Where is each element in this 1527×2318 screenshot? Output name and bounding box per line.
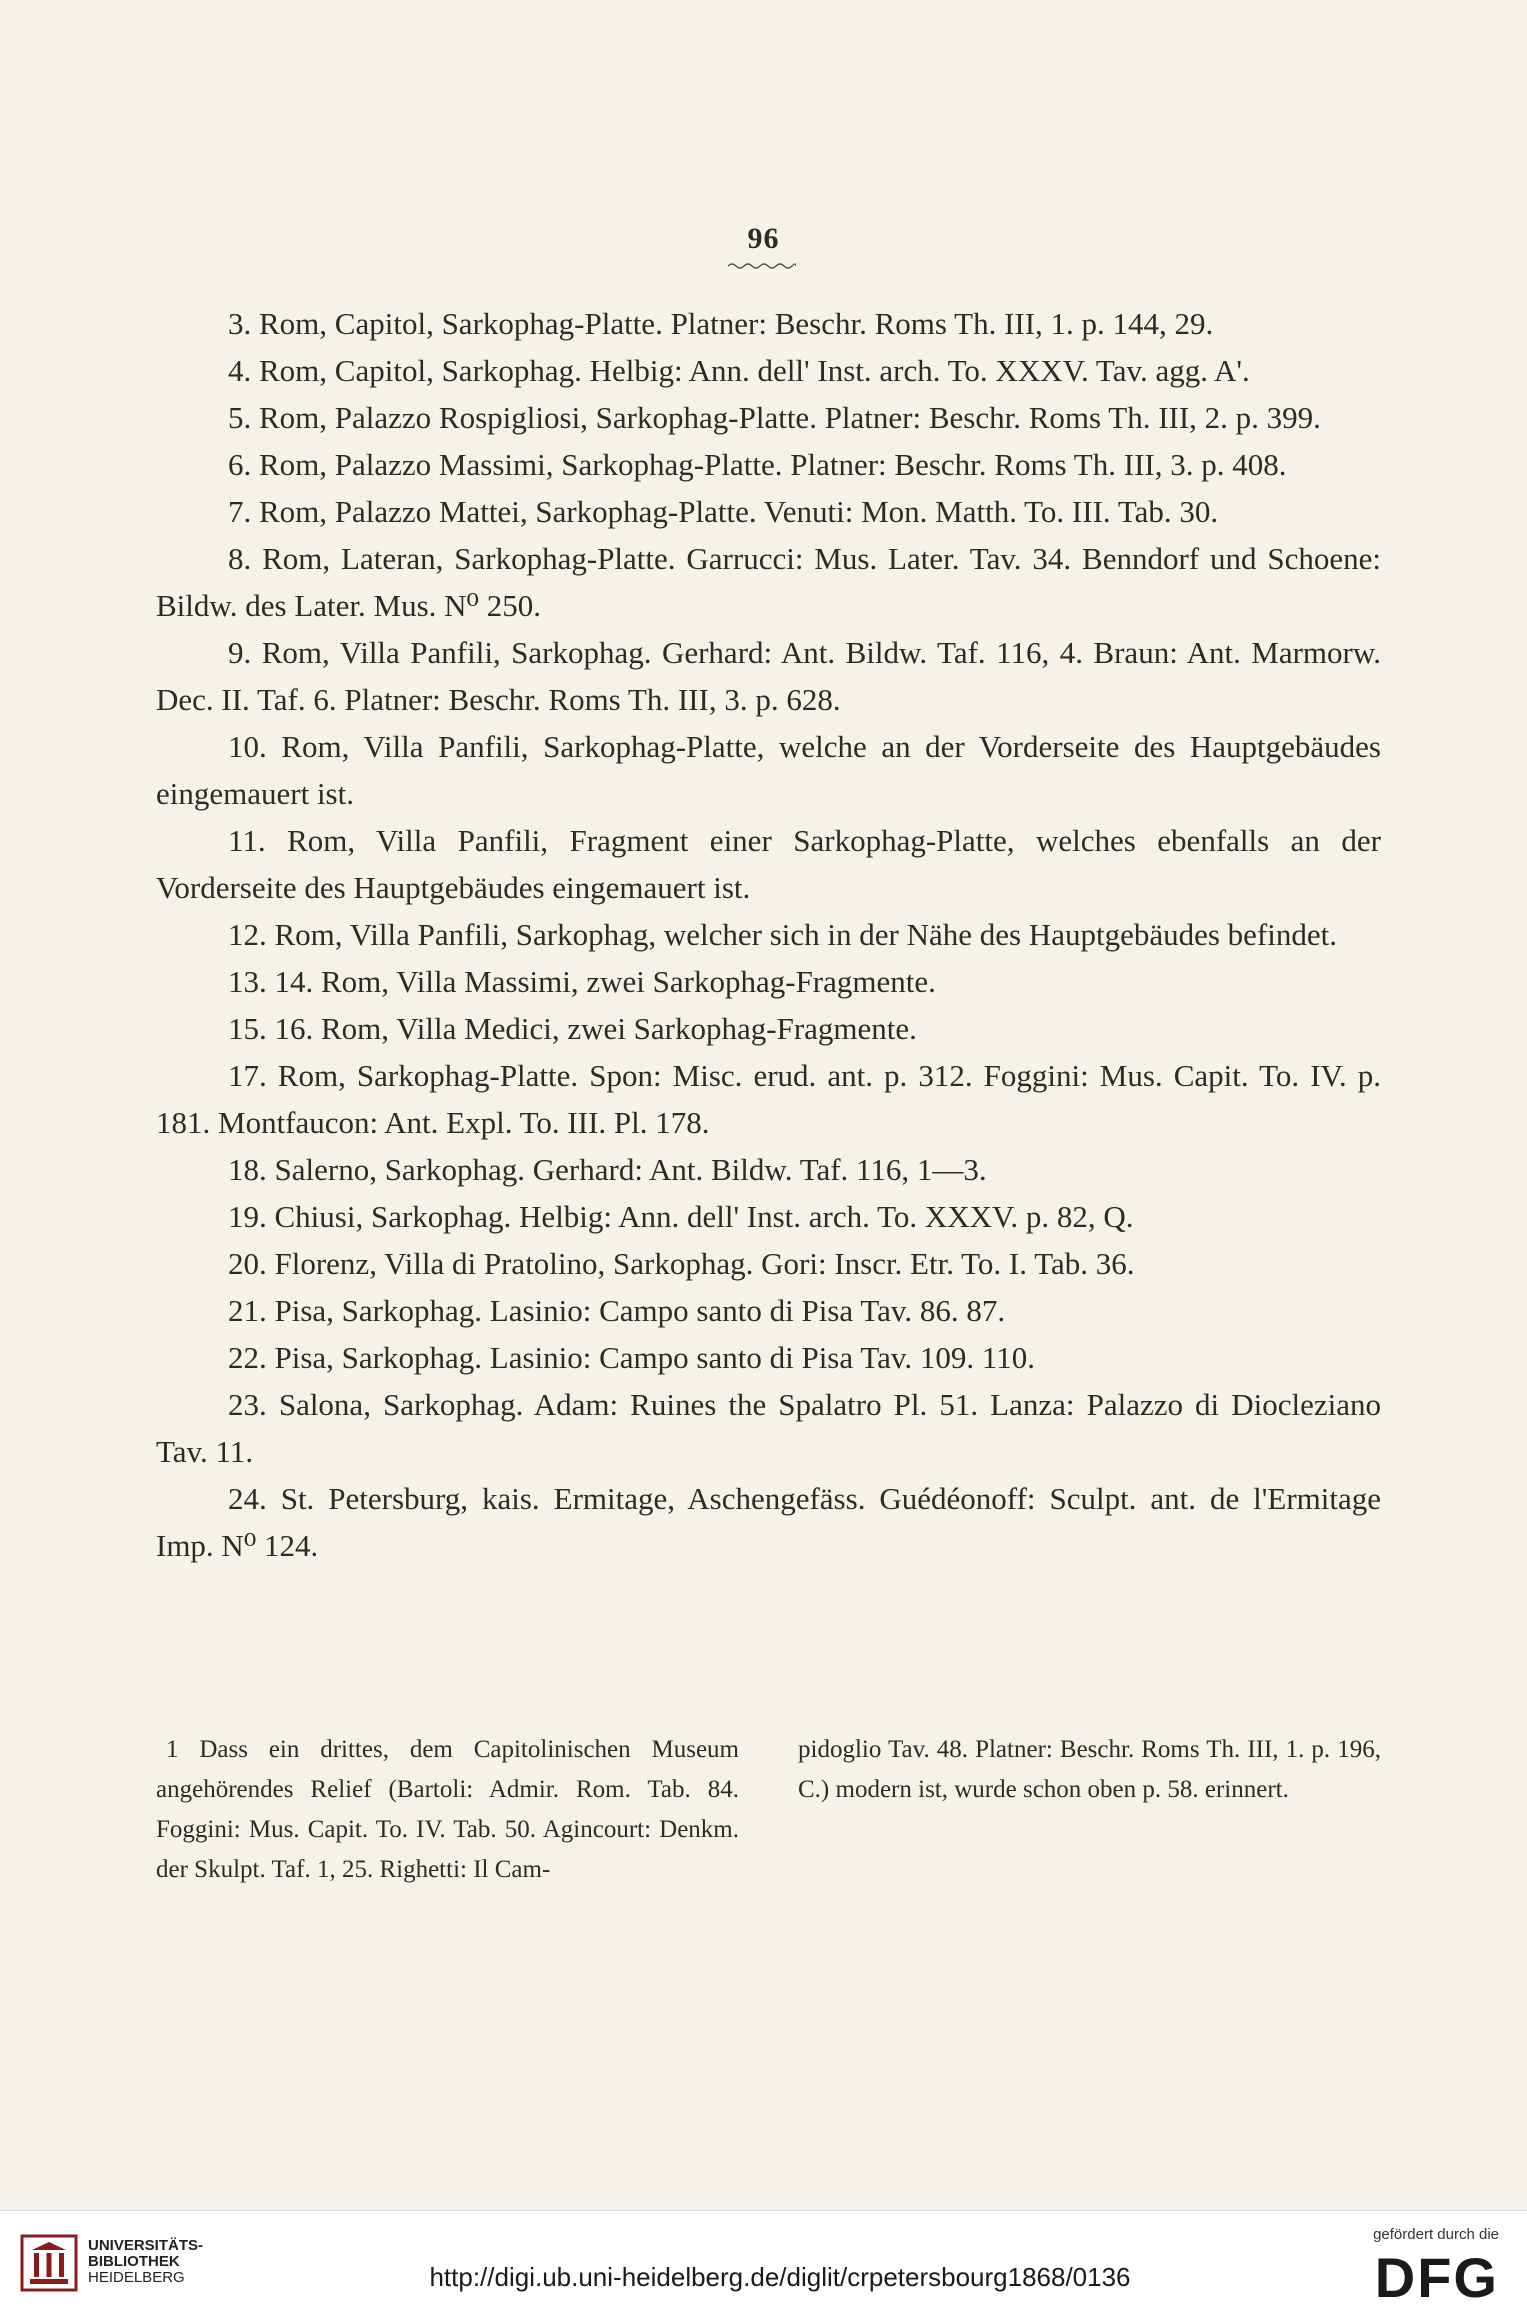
catalogue-entry: 19. Chiusi, Sarkophag. Helbig: Ann. dell' Inst. arch. To. XXXV. p. 82, Q. [228,1199,1134,1234]
library-name-line2: BIBLIOTHEK [88,2253,180,2270]
footnote-text-right: pidoglio Tav. 48. Platner: Beschr. Roms Th. III, 1. p. 196, C.) modern ist, wurde schon oben p. 58. erinnert. [798,1736,1381,1803]
library-name-line3: HEIDELBERG [88,2269,185,2286]
catalogue-entry: 22. Pisa, Sarkophag. Lasinio: Campo santo di Pisa Tav. 109. 110. [228,1340,1035,1375]
catalogue-entry: 24. St. Petersburg, kais. Ermitage, Aschengefäss. Guédéonoff: Sculpt. ant. de l'Ermitage Imp. N⁰ 124. [156,1481,1381,1563]
catalogue-entry: 15. 16. Rom, Villa Medici, zwei Sarkophag-Fragmente. [228,1011,917,1046]
dfg-logo[interactable]: DFG [1374,2246,1499,2309]
catalogue-entries [156,300,1381,1569]
catalogue-entry: 3. Rom, Capitol, Sarkophag-Platte. Platner: Beschr. Roms Th. III, 1. p. 144, 29. [228,306,1214,341]
catalogue-entry: 9. Rom, Villa Panfili, Sarkophag. Gerhard: Ant. Bildw. Taf. 116, 4. Braun: Ant. Marmorw. Dec. II. Taf. 6. Platner: Beschr. Roms Th. III, 3. p. 628. [156,635,1381,717]
footnote-text-left: 1 Dass ein drittes, dem Capitolinischen Museum angehörendes Relief (Bartoli: Admir. Rom. Tab. 84. Foggini: Mus. Capit. To. IV. Tab. 50. Agincourt: Denkm. der Skulpt. Taf. 1, 25. Righetti: Il Cam- [156,1736,739,1883]
library-name[interactable] [88,2238,203,2286]
permalink-url[interactable]: http://digi.ub.uni-heidelberg.de/diglit/crpetersbourg1868/0136 [429,2262,1131,2292]
catalogue-entry: 17. Rom, Sarkophag-Platte. Spon: Misc. erud. ant. p. 312. Foggini: Mus. Capit. To. IV. p. 181. Montfaucon: Ant. Expl. To. III. Pl. 178. [156,1058,1381,1140]
page-number-ornament [728,262,796,270]
catalogue-entry: 21. Pisa, Sarkophag. Lasinio: Campo santo di Pisa Tav. 86. 87. [228,1293,1006,1328]
footnote-column-left [156,1730,739,1890]
library-name-line1: UNIVERSITÄTS- [88,2237,204,2254]
catalogue-entry: 18. Salerno, Sarkophag. Gerhard: Ant. Bildw. Taf. 116, 1—3. [228,1152,987,1187]
funding-caption: gefördert durch die [1373,2226,1499,2243]
catalogue-entry: 11. Rom, Villa Panfili, Fragment einer Sarkophag-Platte, welches ebenfalls an der Vorderseite des Hauptgebäudes eingemauert ist. [156,823,1381,905]
catalogue-entry: 10. Rom, Villa Panfili, Sarkophag-Platte, welche an der Vorderseite des Hauptgebäudes eingemauert ist. [156,729,1381,811]
catalogue-entry: 5. Rom, Palazzo Rospigliosi, Sarkophag-Platte. Platner: Beschr. Roms Th. III, 2. p. 399. [228,400,1321,435]
catalogue-entry: 6. Rom, Palazzo Massimi, Sarkophag-Platte. Platner: Beschr. Roms Th. III, 3. p. 408. [228,447,1287,482]
catalogue-entry: 23. Salona, Sarkophag. Adam: Ruines the Spalatro Pl. 51. Lanza: Palazzo di Diocleziano Tav. 11. [156,1387,1381,1469]
catalogue-entry: 13. 14. Rom, Villa Massimi, zwei Sarkophag-Fragmente. [228,964,936,999]
catalogue-entry: 4. Rom, Capitol, Sarkophag. Helbig: Ann. dell' Inst. arch. To. XXXV. Tav. agg. A'. [228,353,1250,388]
catalogue-entry: 7. Rom, Palazzo Mattei, Sarkophag-Platte. Venuti: Mon. Matth. To. III. Tab. 30. [228,494,1219,529]
catalogue-entry: 12. Rom, Villa Panfili, Sarkophag, welcher sich in der Nähe des Hauptgebäudes befindet. [228,917,1337,952]
catalogue-entry: 20. Florenz, Villa di Pratolino, Sarkophag. Gori: Inscr. Etr. To. I. Tab. 36. [228,1246,1135,1281]
university-library-logo-icon [18,2232,80,2294]
footnote-column-right [798,1730,1381,1890]
page-number: 96 [747,222,780,255]
footnote [156,1730,1381,1890]
catalogue-entry: 8. Rom, Lateran, Sarkophag-Platte. Garrucci: Mus. Later. Tav. 34. Benndorf und Schoene: Bildw. des Later. Mus. N⁰ 250. [156,541,1381,623]
